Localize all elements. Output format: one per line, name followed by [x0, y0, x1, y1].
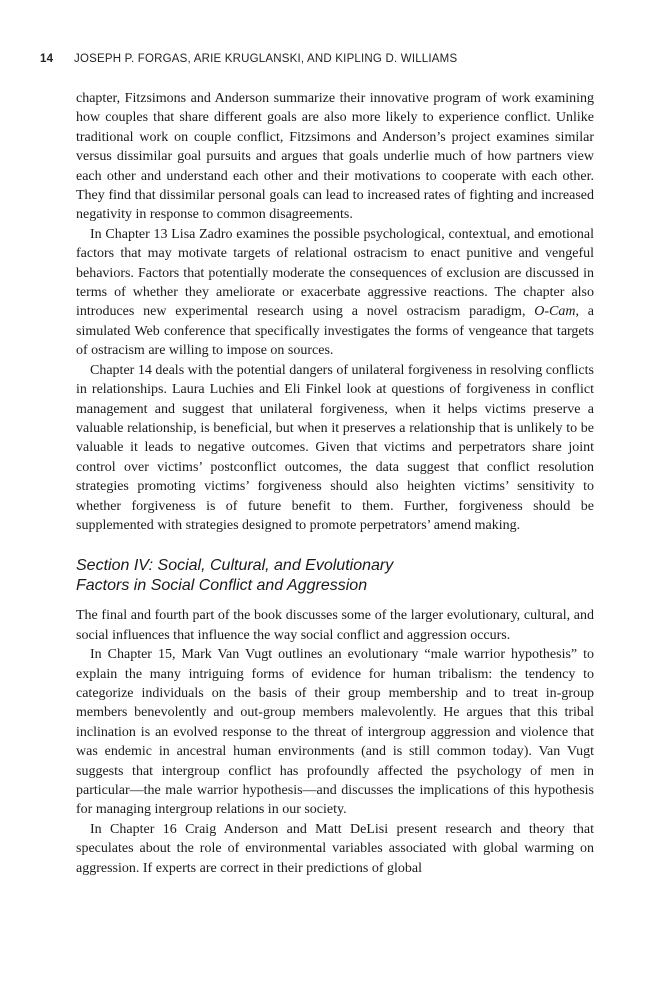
running-head-authors: JOSEPH P. FORGAS, ARIE KRUGLANSKI, AND KIPLING D. WILLIAMS [74, 53, 458, 65]
paragraph-chapter-13 [76, 225, 594, 361]
book-page [40, 50, 594, 878]
section-heading [76, 556, 594, 596]
chapter-13-text-a: In Chapter 13 Lisa Zadro examines the possible psychological, contextual, and emotional factors that may motivate targets of relational ostracism to enact punitive and vengeful behaviors. Factors that potentially moderate the consequences of exclusion are discussed in terms of whether they ameliorate or exacerbate aggressive reactions. The chapter also introduces new experimental research using a novel ostracism paradigm, [76, 226, 594, 320]
section-heading-line-2: Factors in Social Conflict and Aggression [76, 577, 368, 595]
paragraph-section-intro: The final and fourth part of the book discusses some of the larger evolutionary, cultural, and social influences that influence the way social conflict and aggression occurs. [76, 608, 594, 643]
chapter-13-italic-term: O-Cam [534, 304, 576, 320]
section-heading-line-1: Section IV: Social, Cultural, and Evolutionary [76, 557, 394, 575]
paragraph-continued: chapter, Fitzsimons and Anderson summarize their innovative program of work examining how couples that share different goals are also more likely to experience conflict. Unlike traditional work on couple conflict, Fitzsimons and Anderson’s project examines similar versus dissimilar goal pursuits and argues that goals underlie much of how partners view each other and understand each other and their motivations to cooperate with each other. They find that dissimilar personal goals can lead to increased rates of fighting and increased negativity in response to common disagreements. [76, 91, 594, 223]
paragraph-chapter-15: In Chapter 15, Mark Van Vugt outlines an evolutionary “male warrior hypothesis” to explain the many intriguing forms of evidence for human tribalism: the tendency to categorize individuals on the basis of their group membership and to treat in-group members benevolently and out-group members malevolently. He argues that this tribal inclination is an evolved response to the threat of intergroup aggression and violence that was endemic in ancestral human environments (and is still common today). Van Vugt suggests that intergroup conflict has profoundly affected the psychology of men in particular—the male warrior hypothesis—and discusses the implications of this hypothesis for managing intergroup relations in our society. [76, 647, 594, 818]
page-number: 14 [40, 53, 54, 65]
paragraph-chapter-16: In Chapter 16 Craig Anderson and Matt DeLisi present research and theory that speculates about the role of environmental variables associated with global warming on aggression. If experts are correct in their predictions of global [76, 821, 594, 876]
chapter-13-text-b: , a simulated Web conference that specifically investigates the forms of vengeance that targets of ostracism are willing to impose on sources. [76, 304, 594, 359]
paragraph-chapter-14: Chapter 14 deals with the potential dangers of unilateral forgiveness in resolving conflicts in relationships. Laura Luchies and Eli Finkel look at questions of forgiveness in conflict management and suggest that unilateral forgiveness, when it helps victims preserve a valuable relationship, is beneficial, but when it preserves a relationship that is unlikely to be valuable it leads to negative outcomes. Given that victims and perpetrators share joint control over victims’ postconflict outcomes, the data suggest that conflict resolution strategies promoting victims’ forgiveness should also heighten victims’ sensitivity to whether forgiveness is of future benefit to them. Further, forgiveness should be supplemented with strategies designed to promote perpetrators’ amend making. [76, 362, 594, 533]
running-head [40, 50, 594, 68]
